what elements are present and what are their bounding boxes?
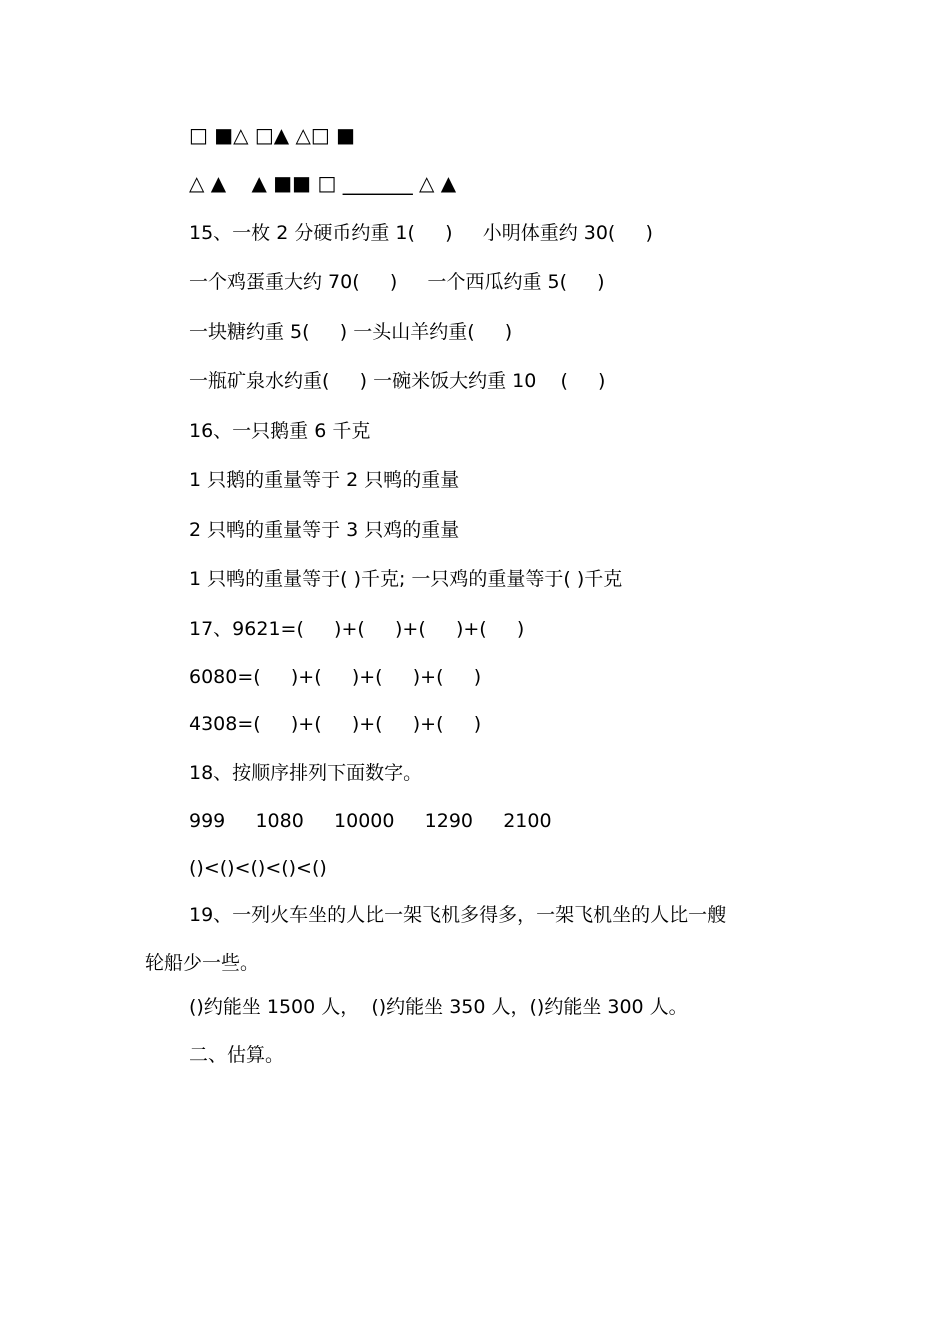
question-15-line-2: 一个鸡蛋重大约 70( ) 一个西瓜约重 5( ) <box>189 271 605 293</box>
question-19-line-1: 19、一列火车坐的人比一架飞机多得多，一架飞机坐的人比一艘 <box>189 904 727 926</box>
question-16-line-1: 1 只鹅的重量等于 2 只鸭的重量 <box>189 469 460 491</box>
question-18-order-blanks: ()<()<()<()<() <box>189 857 327 879</box>
question-19-line-2: 轮船少一些。 <box>145 952 260 974</box>
question-17-line-1: 17、9621=( )+( )+( )+( ) <box>189 618 525 640</box>
question-15-line-3: 一块糖约重 5( ) 一头山羊约重( ) <box>189 321 513 343</box>
shape-sequence-row-2: △ ▲ ▲ ■■ □ _______ △ ▲ <box>189 171 457 195</box>
question-16-title: 16、一只鹅重 6 千克 <box>189 420 371 442</box>
question-17-line-2: 6080=( )+( )+( )+( ) <box>189 666 482 688</box>
question-15-line-1: 15、一枚 2 分硬币约重 1( ) 小明体重约 30( ) <box>189 222 653 244</box>
question-19-line-3: ()约能坐 1500 人， ()约能坐 350 人，()约能坐 300 人。 <box>189 996 688 1018</box>
question-17-line-3: 4308=( )+( )+( )+( ) <box>189 713 482 735</box>
question-15-line-4: 一瓶矿泉水约重( ) 一碗米饭大约重 10 ( ) <box>189 370 606 392</box>
shape-sequence-row-1: □ ■△ □▲ △□ ■ <box>189 123 356 147</box>
question-18-numbers: 999 1080 10000 1290 2100 <box>189 810 552 832</box>
question-16-line-2: 2 只鸭的重量等于 3 只鸡的重量 <box>189 519 460 541</box>
question-16-line-3: 1 只鸭的重量等于( )千克; 一只鸡的重量等于( )千克 <box>189 568 623 590</box>
question-18-title: 18、按顺序排列下面数字。 <box>189 762 423 784</box>
section-estimation-heading: 二、估算。 <box>189 1044 285 1066</box>
